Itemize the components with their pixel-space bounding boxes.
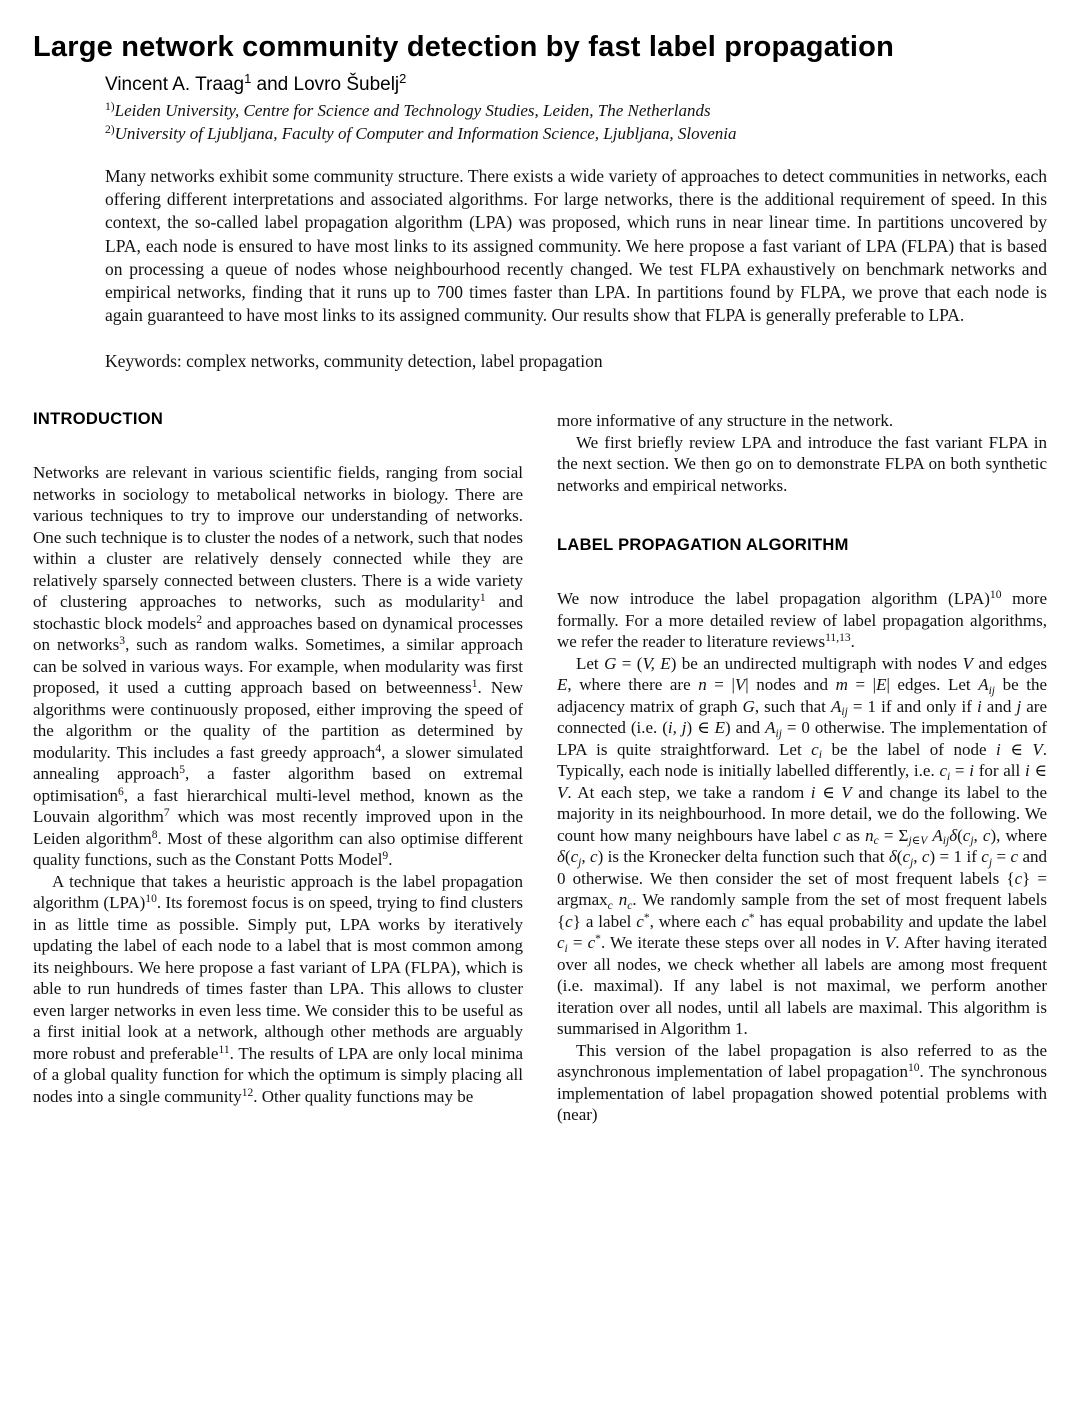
affiliation-line-1: $^{1)}$Leiden University, Centre for Science and Technology Studies, Leiden, The Netherlands (105, 99, 711, 120)
keywords-line: Keywords: complex networks, community detection, label propagation (105, 351, 603, 372)
intro-paragraph-1: Networks are relevant in various scientific fields, ranging from social networks in sociology to metabolical networks in biology. There are various techniques to try to improve our understanding of networks. One such technique is to cluster the nodes of a network, such that nodes within a cluster are relatively densely connected while they are relatively sparsely connected between clusters. There is a wide variety of clustering approaches to networks, such as modularity$^1$ and stochastic block models$^2$ and approaches based on dynamical processes on networks$^3$, such as random walks. Sometimes, a similar approach can be solved in various ways. For example, when modularity was first proposed, it used a cutting approach based on betweenness$^1$. New algorithms were continuously proposed, either improving the speed of the algorithm or the quality of the partition as determined by modularity. This includes a fast greedy approach$^4$, a slower simulated annealing approach$^5$, a faster algorithm based on extremal optimisation$^6$, a fast hierarchical multi-level method, known as the Louvain algorithm$^7$ which was most recently improved upon in the Leiden algorithm$^8$. Most of these algorithm can also optimise different quality functions, such as the Constant Potts Model$^9$. (33, 463, 524, 870)
right-column (557, 410, 1047, 1126)
affiliations-block (105, 99, 857, 145)
overview-paragraph: We first briefly review LPA and introduce the fast variant FLPA in the next section. We then go on to demonstrate FLPA on both synthetic networks and empirical networks. (557, 432, 1047, 495)
affiliation-line-2: $^{2)}$University of Ljubljana, Faculty of Computer and Information Science, Ljubljana, Slovenia (105, 122, 737, 143)
intro-paragraph-2: A technique that takes a heuristic approach is the label propagation algorithm (LPA)$^{10}$. Its foremost focus is on speed, trying to find clusters in as little time as possible. Simply put, LPA works by iteratively updating the label of each node to a label that is most common among its neighbours. We here propose a fast variant of LPA (FLPA), which is able to run hundreds of times faster than LPA. This allows to cluster even larger networks in even less time. We consider this to be useful as a first initial look at a network, although other methods are arguably more robust and preferable$^{11}$. The results of LPA are only local minima of a global quality function for which the optimum is simply placing all nodes into a single community$^{12}$. Other quality functions may be (33, 871, 523, 1106)
two-column-body (33, 410, 1047, 1126)
paper-title: Large network community detection by fast label propagation (33, 31, 894, 63)
lpa-paragraph-3: This version of the label propagation is also referred to as the asynchronous implementation of label propagation$^{10}$. The synchronous implementation of label propagation showed potential problems with (near) (557, 1040, 1047, 1125)
section-heading-introduction: INTRODUCTION (33, 410, 164, 429)
authors-line: Vincent A. Traag$^1$ and Lovro Šubelj$^2$ (105, 70, 407, 95)
left-column (33, 410, 523, 1126)
lpa-paragraph-1: We now introduce the label propagation algorithm (LPA)$^{10}$ more formally. For a more detailed review of label propagation algorithms, we refer the reader to literature reviews$^{11,13}$. (557, 588, 1048, 652)
section-heading-lpa: LABEL PROPAGATION ALGORITHM (557, 536, 849, 555)
lpa-paragraph-2: Let G = (V, E) be an undirected multigraph with nodes V and edges E, where there are n = |V| nodes and m = |E| edges. Let $A_{ij}$ be the adjacency matrix of graph G, such that $A_{ij} = 1$ if and only if i and j are connected (i.e. (i, j) ∈ E) and $A_{ij} = 0$ otherwise. The implementation of LPA is quite straightforward. Let $c_i$ be the label of node i ∈ V. Typically, each node is initially labelled differently, i.e. $c_i = i$ for all i ∈ V. At each step, we take a random i ∈ V and change its label to the majority in its neighbourhood. In more detail, we do the following. We count how many neighbours have label c as $n_c = \Sigma_{j\in V}$ $A_{ij}\delta(c_j$, c), where $\delta(c_j$, c) is the Kronecker delta function such that $\delta(c_j$, c) = 1 if $c_j = c$ and 0 otherwise. We then consider the set of most frequent labels {c} = argmax$_c$ $n_c$. We randomly sample from the set of most frequent labels {c} a label c*, where each c* has equal probability and update the label $c_i = c^*$. We iterate these steps over all nodes in V. After having iterated over all nodes, we check whether all labels are among most frequent (i.e. maximal). If any label is not maximal, we perform another iteration over all nodes, until all labels are maximal. This algorithm is summarised in Algorithm 1. (557, 653, 1048, 1039)
continuation-paragraph: more informative of any structure in the network. (557, 411, 894, 431)
abstract-text: Many networks exhibit some community structure. There exists a wide variety of approaches to detect communities in networks, each offering different interpretations and associated algorithms. For large networks, there is the additional requirement of speed. In this context, the so-called label propagation algorithm (LPA) was proposed, which runs in near linear time. In partitions uncovered by LPA, each node is ensured to have most links to its assigned community. We here propose a fast variant of LPA (FLPA) that is based on processing a queue of nodes whose neighbourhood recently changed. We test FLPA exhaustively on benchmark networks and empirical networks, finding that it runs up to 700 times faster than LPA. In partitions found by FLPA, we prove that each node is again guaranteed to have most links to its assigned community. Our results show that FLPA is generally preferable to LPA. (105, 166, 1047, 326)
